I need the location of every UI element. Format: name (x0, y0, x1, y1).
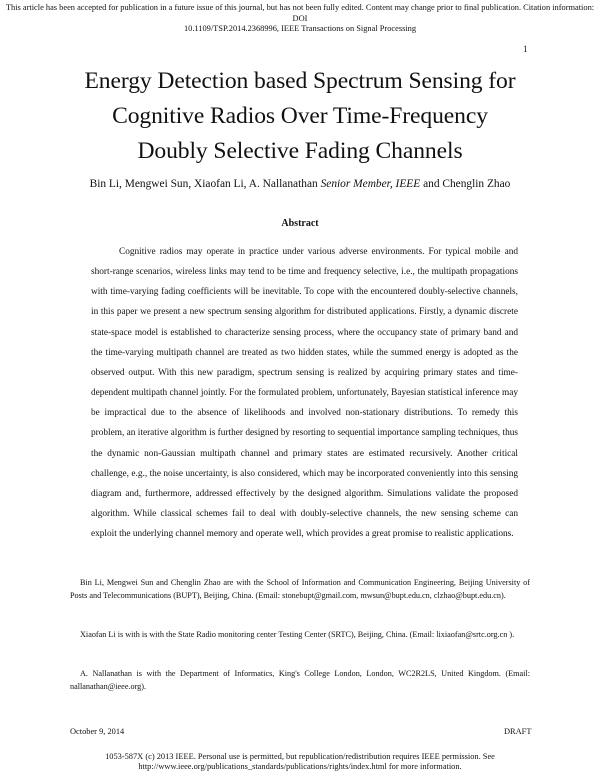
copyright-notice (0, 752, 600, 773)
draft-date: October 9, 2014 (70, 727, 125, 736)
title-line-3: Doubly Selective Fading Channels (137, 138, 463, 164)
authors-main: Bin Li, Mengwei Sun, Xiaofan Li, A. Nallanathan (89, 178, 318, 190)
footnote-affiliation-1: Bin Li, Mengwei Sun and Chenglin Zhao are with the School of Information and Communication Engineering, Beijing University of Posts and Telecommunications (BUPT), Beijing, China. (Email: stonebupt@gmail.com, mwsun@bupt.edu.cn, clzhao@bupt.edu.cn). (70, 578, 530, 601)
draft-label: DRAFT (504, 727, 532, 736)
abstract-body: Cognitive radios may operate in practice under various adverse environments. For typical mobile and short-range scenarios, wireless links may tend to be time and frequency selective, i.e., the multipath propagations with time-varying fading coefficients will be inevitable. To cope with the encountered doubly-selective channels, in this paper we present a new spectrum sensing algorithm for distributed applications. Firstly, a dynamic discrete state-space model is established to characterize sensing process, where the occupancy state of primary band and the time-varying multipath channel are treated as two hidden states, while the summed energy is adopted as the observed output. With this new paradigm, spectrum sensing is realized by acquiring primary states and time-dependent multipath channel jointly. For the formulated problem, unfortunately, Bayesian statistical inference may be impractical due to the absence of likelihoods and involved non-stationary distributions. To remedy this problem, an iterative algorithm is further designed by resorting to sequential importance sampling techniques, thus the dynamic non-Gaussian multipath channel and primary states are estimated recursively. Another critical challenge, e.g., the noise uncertainty, is also considered, which may be incorporated conveniently into this sensing diagram and, furthermore, addressed effectively by the designed algorithm. Simulations validate the proposed algorithm. While classical schemes fail to deal with doubly-selective channels, the new sensing scheme can exploit the underlying channel memory and operate well, which provides a great promise to realistic applications. (91, 247, 518, 540)
title-line-2: Cognitive Radios Over Time-Frequency (112, 103, 488, 129)
paper-title (0, 64, 600, 169)
publication-notice (0, 3, 600, 35)
notice-line-2: 10.1109/TSP.2014.2368996, IEEE Transactions on Signal Processing (183, 24, 417, 33)
author-membership: Senior Member, IEEE (320, 178, 421, 190)
copyright-line-2: http://www.ieee.org/publications_standards/publications/rights/index.html for more information. (138, 762, 462, 772)
copyright-line-1: 1053-587X (c) 2013 IEEE. Personal use is permitted, but republication/redistribution requires IEEE permission. See (105, 752, 495, 761)
footnote-affiliation-3: A. Nallanathan is with the Department of Informatics, King's College London, London, WC2R2LS, United Kingdom. (Email: nallanathan@ieee.org). (70, 669, 530, 692)
author-list (0, 177, 600, 191)
notice-line-1: This article has been accepted for publication in a future issue of this journal, but has not been fully edited. Content may change prior to final publication. Citation information: DOI (5, 3, 595, 23)
title-line-1: Energy Detection based Spectrum Sensing for (84, 68, 516, 94)
abstract-heading: Abstract (281, 218, 319, 229)
authors-last: and Chenglin Zhao (423, 178, 511, 190)
footnote-affiliation-2: Xiaofan Li is with is with the State Radio monitoring center Testing Center (SRTC), Beijing, China. (Email: lixiaofan@srtc.org.cn ). (80, 630, 515, 639)
page-number: 1 (523, 44, 528, 54)
